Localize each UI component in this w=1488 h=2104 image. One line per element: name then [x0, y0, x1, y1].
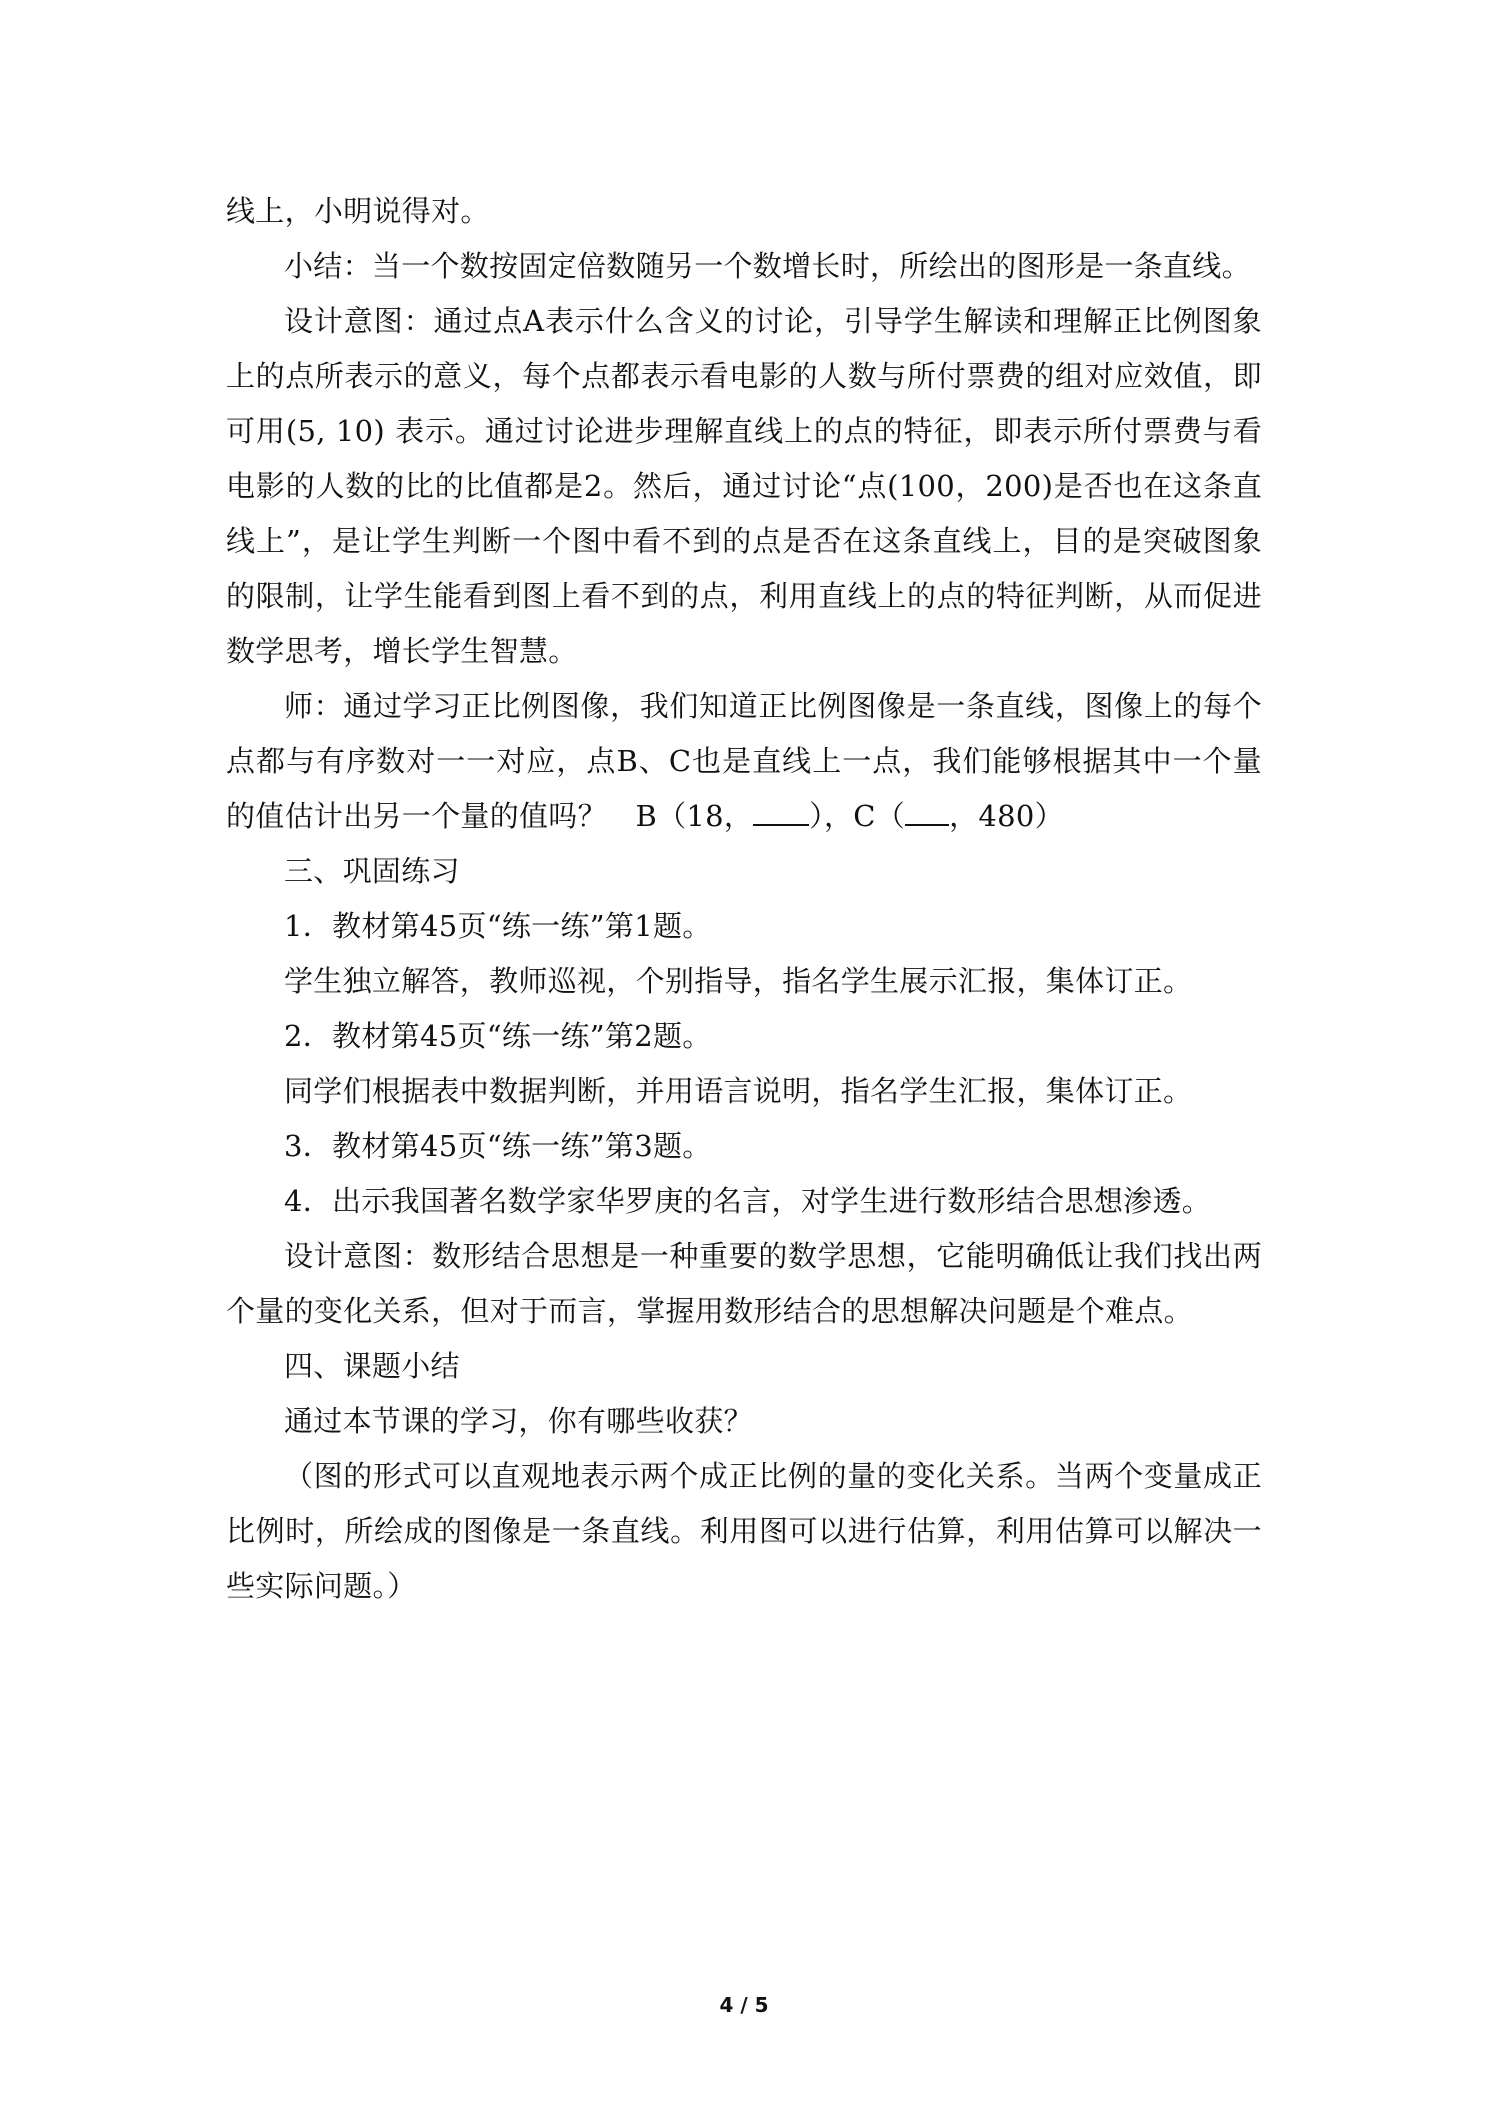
exercise-item-4: 4．出示我国著名数学家华罗庚的名言，对学生进行数形结合思想渗透。: [284, 1184, 1212, 1218]
exercise-item-1: 1．教材第45页“练一练”第1题。: [284, 909, 712, 943]
paragraph-continuation: 线上，小明说得对。: [226, 194, 490, 228]
point-b-blank: [753, 796, 809, 826]
page-number: 4 / 5: [719, 1993, 769, 2017]
exercise-note-1: 学生独立解答，教师巡视，个别指导，指名学生展示汇报，集体订正。: [284, 964, 1193, 998]
document-body: [226, 184, 1262, 1614]
point-c-suffix: ，480）: [949, 799, 1064, 833]
section-heading-summary: 四、课题小结: [284, 1349, 460, 1383]
paragraph-design-intent-2: 设计意图：数形结合思想是一种重要的数学思想，它能明确低让我们找出两个量的变化关系，但对于而言，掌握用数形结合的思想解决问题是个难点。: [226, 1239, 1262, 1328]
point-b-prefix: B（18，: [635, 799, 754, 833]
paragraph-teacher-question: [226, 679, 1262, 844]
summary-question: 通过本节课的学习，你有哪些收获？: [284, 1404, 753, 1438]
paragraph-design-intent-1: 设计意图：通过点A表示什么含义的讨论，引导学生解读和理解正比例图象上的点所表示的意义，每个点都表示看电影的人数与所付票费的组对应效值，即可用(5, 10) 表示。通过讨论进步理解直线上的点的特征，即表示所付票费与看电影的人数的比的比值都是2。然后，通过讨论“点(100，200)是否也在这条直线上”，是让学生判断一个图中看不到的点是否在这条直线上，目的是突破图象的限制，让学生能看到图上看不到的点，利用直线上的点的特征判断，从而促进数学思考，增长学生智慧。: [226, 304, 1262, 668]
section-heading-practice: 三、巩固练习: [284, 854, 460, 888]
paragraph-summary: 小结：当一个数按固定倍数随另一个数增长时，所绘出的图形是一条直线。: [284, 249, 1251, 283]
point-c-prefix: C（: [853, 799, 906, 833]
question-gap: [607, 799, 636, 833]
summary-answer: （图的形式可以直观地表示两个成正比例的量的变化关系。当两个变量成正比例时，所绘成的图像是一条直线。利用图可以进行估算，利用估算可以解决一些实际问题。）: [226, 1459, 1262, 1603]
point-c-blank: [905, 796, 949, 826]
teacher-question-text: 师：通过学习正比例图像，我们知道正比例图像是一条直线，图像上的每个点都与有序数对一一对应，点B、C也是直线上一点，我们能够根据其中一个量的值估计出另一个量的值吗？: [226, 689, 1262, 833]
exercise-note-2: 同学们根据表中数据判断，并用语言说明，指名学生汇报，集体订正。: [284, 1074, 1193, 1108]
point-b-suffix: ），: [809, 799, 854, 833]
exercise-item-2: 2．教材第45页“练一练”第2题。: [284, 1019, 712, 1053]
exercise-item-3: 3．教材第45页“练一练”第3题。: [284, 1129, 712, 1163]
